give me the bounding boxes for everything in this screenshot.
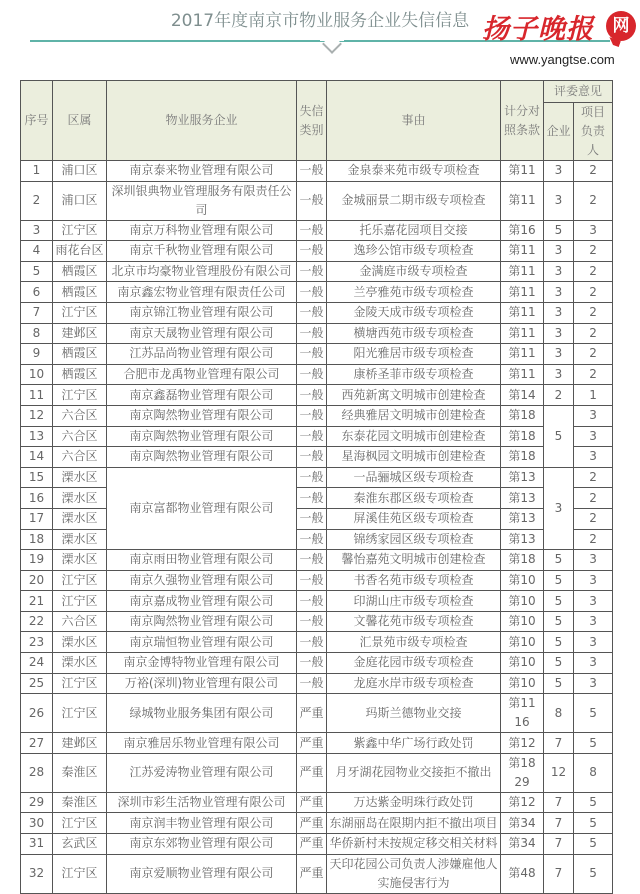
cell-seq: 18 (21, 529, 53, 550)
cell-clause: 第10 (501, 591, 544, 612)
cell-category: 一般 (297, 181, 327, 220)
table-row (21, 854, 613, 893)
cell-seq: 7 (21, 302, 53, 323)
table-row (21, 570, 613, 591)
cell-seq: 28 (21, 753, 53, 792)
cell-district: 江宁区 (53, 673, 107, 694)
cell-seq: 6 (21, 282, 53, 303)
cell-district: 栖霞区 (53, 344, 107, 365)
cell-category: 一般 (297, 550, 327, 571)
table-body (21, 161, 613, 894)
cell-seq: 14 (21, 447, 53, 468)
cell-category: 一般 (297, 673, 327, 694)
cell-seq: 5 (21, 261, 53, 282)
table-row (21, 426, 613, 447)
cell-district: 建邺区 (53, 733, 107, 754)
cell-seq: 20 (21, 570, 53, 591)
cell-clause: 第10 (501, 611, 544, 632)
cell-manager-score: 5 (574, 733, 613, 754)
cell-company: 合肥市龙禹物业管理有限公司 (107, 364, 297, 385)
cell-company-score: 5 (544, 673, 574, 694)
col-reason: 事由 (327, 81, 501, 161)
cell-manager-score: 3 (574, 405, 613, 426)
cell-reason: 天印花园公司负责人涉嫌雇他人实施侵害行为 (327, 854, 501, 893)
cell-manager-score: 3 (574, 673, 613, 694)
cell-district: 江宁区 (53, 813, 107, 834)
cell-seq: 23 (21, 632, 53, 653)
cell-reason: 星海枫园文明城市创建检查 (327, 447, 501, 468)
cell-company-score: 7 (544, 792, 574, 813)
cell-reason: 托乐嘉花园项目交接 (327, 220, 501, 241)
cell-company: 南京陶然物业管理有限公司 (107, 426, 297, 447)
cell-company-score: 7 (544, 813, 574, 834)
cell-reason: 横塘西苑市级专项检查 (327, 323, 501, 344)
cell-company: 绿城物业服务集团有限公司 (107, 694, 297, 733)
cell-category: 严重 (297, 813, 327, 834)
cell-reason: 金城丽景二期市级专项检查 (327, 181, 501, 220)
cell-company-score: 5 (544, 220, 574, 241)
cell-district: 溧水区 (53, 653, 107, 674)
cell-category: 一般 (297, 570, 327, 591)
cell-category: 一般 (297, 241, 327, 262)
cell-clause: 第11 (501, 302, 544, 323)
cell-category: 一般 (297, 220, 327, 241)
table-row (21, 694, 613, 733)
cell-manager-score: 2 (574, 529, 613, 550)
cell-seq: 12 (21, 405, 53, 426)
cell-manager-score: 2 (574, 282, 613, 303)
cell-manager-score: 3 (574, 653, 613, 674)
table-row (21, 733, 613, 754)
cell-manager-score: 5 (574, 694, 613, 733)
cell-clause: 第11 (501, 323, 544, 344)
table-row (21, 385, 613, 406)
col-seq: 序号 (21, 81, 53, 161)
cell-reason: 万达紫金明珠行政处罚 (327, 792, 501, 813)
cell-district: 江宁区 (53, 854, 107, 893)
cell-company-score: 3 (544, 344, 574, 365)
cell-company-score: 5 (544, 550, 574, 571)
cell-reason: 文馨花苑市级专项检查 (327, 611, 501, 632)
col-review-group: 评委意见 (544, 81, 613, 103)
cell-seq: 10 (21, 364, 53, 385)
cell-company-score: 3 (544, 323, 574, 344)
table-row (21, 653, 613, 674)
cell-company: 南京雅居乐物业管理有限公司 (107, 733, 297, 754)
table-row (21, 161, 613, 182)
cell-company: 南京金博特物业管理有限公司 (107, 653, 297, 674)
cell-seq: 4 (21, 241, 53, 262)
cell-clause: 第11 (501, 364, 544, 385)
cell-seq: 27 (21, 733, 53, 754)
cell-reason: 紫鑫中华广场行政处罚 (327, 733, 501, 754)
table-row (21, 364, 613, 385)
cell-category: 一般 (297, 405, 327, 426)
cell-company-score: 5 (544, 591, 574, 612)
cell-district: 雨花台区 (53, 241, 107, 262)
cell-company: 南京泰来物业管理有限公司 (107, 161, 297, 182)
col-district: 区属 (53, 81, 107, 161)
cell-seq: 15 (21, 467, 53, 488)
col-review-manager: 项目负责人 (574, 103, 613, 161)
cell-manager-score: 3 (574, 220, 613, 241)
cell-clause: 第13 (501, 467, 544, 488)
cell-district: 秦淮区 (53, 753, 107, 792)
cell-reason: 金陵天成市级专项检查 (327, 302, 501, 323)
cell-company-score: 7 (544, 733, 574, 754)
cell-manager-score: 3 (574, 570, 613, 591)
cell-clause: 第11 (501, 181, 544, 220)
cell-district: 江宁区 (53, 220, 107, 241)
cell-manager-score: 2 (574, 241, 613, 262)
cell-company-score: 5 (544, 611, 574, 632)
cell-company-score: 3 (544, 161, 574, 182)
cell-company-score: 8 (544, 694, 574, 733)
cell-clause: 第10 (501, 653, 544, 674)
cell-company-score: 7 (544, 854, 574, 893)
cell-district: 江宁区 (53, 570, 107, 591)
cell-district: 江宁区 (53, 385, 107, 406)
cell-district: 江宁区 (53, 591, 107, 612)
cell-company: 深圳银典物业管理服务有限责任公司 (107, 181, 297, 220)
logo-text: 扬子晚报 (482, 14, 594, 45)
cell-seq: 22 (21, 611, 53, 632)
table-row (21, 673, 613, 694)
cell-reason: 秦淮东郡区级专项检查 (327, 488, 501, 509)
cell-manager-score: 2 (574, 364, 613, 385)
cell-company: 南京润丰物业管理有限公司 (107, 813, 297, 834)
cell-district: 秦淮区 (53, 792, 107, 813)
cell-company-score: 7 (544, 834, 574, 855)
cell-reason: 金庭花园市级专项检查 (327, 653, 501, 674)
cell-district: 江宁区 (53, 302, 107, 323)
cell-manager-score: 3 (574, 611, 613, 632)
cell-company: 南京爱顺物业管理有限公司 (107, 854, 297, 893)
cell-district: 六合区 (53, 405, 107, 426)
cell-category: 一般 (297, 344, 327, 365)
cell-seq: 31 (21, 834, 53, 855)
cell-seq: 26 (21, 694, 53, 733)
cell-clause: 第10 (501, 570, 544, 591)
page-title: 2017年度南京市物业服务企业失信信息 (170, 11, 470, 31)
cell-category: 一般 (297, 161, 327, 182)
cell-manager-score: 5 (574, 792, 613, 813)
table-row (21, 220, 613, 241)
cell-category: 严重 (297, 834, 327, 855)
cell-company-score: 5 (544, 632, 574, 653)
cell-reason: 东湖丽岛在限期内拒不撤出项目 (327, 813, 501, 834)
cell-company: 南京千秋物业管理有限公司 (107, 241, 297, 262)
cell-reason: 金泉泰来苑市级专项检查 (327, 161, 501, 182)
cell-clause: 第18 (501, 405, 544, 426)
cell-seq: 21 (21, 591, 53, 612)
cell-district: 玄武区 (53, 834, 107, 855)
table-row (21, 632, 613, 653)
cell-manager-score: 8 (574, 753, 613, 792)
cell-company-score: 5 (544, 405, 574, 467)
cell-company-score: 12 (544, 753, 574, 792)
table-row (21, 591, 613, 612)
cell-reason: 一品骊城区级专项检查 (327, 467, 501, 488)
cell-manager-score: 2 (574, 181, 613, 220)
cell-district: 溧水区 (53, 529, 107, 550)
cell-company: 江苏爱涛物业管理有限公司 (107, 753, 297, 792)
cell-category: 一般 (297, 426, 327, 447)
table-row (21, 467, 613, 488)
cell-clause: 第34 (501, 813, 544, 834)
cell-clause: 第13 (501, 508, 544, 529)
cell-category: 一般 (297, 611, 327, 632)
cell-clause: 第13 (501, 488, 544, 509)
credit-table (20, 80, 613, 894)
cell-reason: 华侨新村未按规定移交相关材料 (327, 834, 501, 855)
col-category: 失信类别 (297, 81, 327, 161)
cell-reason: 兰亭雅苑市级专项检查 (327, 282, 501, 303)
cell-company-score: 3 (544, 241, 574, 262)
cell-manager-score: 2 (574, 261, 613, 282)
cell-district: 溧水区 (53, 467, 107, 488)
cell-company: 深圳市彩生活物业管理有限公司 (107, 792, 297, 813)
cell-clause: 第18 29 (501, 753, 544, 792)
table-row (21, 302, 613, 323)
cell-clause: 第11 (501, 261, 544, 282)
cell-manager-score: 1 (574, 385, 613, 406)
cell-clause: 第16 (501, 220, 544, 241)
logo-url: www.yangtse.com (510, 52, 615, 67)
cell-company: 南京陶然物业管理有限公司 (107, 405, 297, 426)
cell-seq: 30 (21, 813, 53, 834)
cell-manager-score: 5 (574, 834, 613, 855)
cell-category: 一般 (297, 364, 327, 385)
cell-seq: 16 (21, 488, 53, 509)
cell-manager-score: 5 (574, 813, 613, 834)
col-review-company: 企业 (544, 103, 574, 161)
cell-manager-score: 2 (574, 467, 613, 488)
cell-category: 一般 (297, 282, 327, 303)
cell-clause: 第11 (501, 282, 544, 303)
cell-company: 南京鑫宏物业管理有限责任公司 (107, 282, 297, 303)
cell-reason: 逸珍公馆市级专项检查 (327, 241, 501, 262)
cell-district: 栖霞区 (53, 364, 107, 385)
cell-company-score: 2 (544, 385, 574, 406)
cell-seq: 8 (21, 323, 53, 344)
cell-clause: 第11 (501, 241, 544, 262)
cell-manager-score: 5 (574, 854, 613, 893)
cell-seq: 13 (21, 426, 53, 447)
table-row (21, 550, 613, 571)
cell-seq: 24 (21, 653, 53, 674)
cell-seq: 32 (21, 854, 53, 893)
cell-district: 六合区 (53, 447, 107, 468)
cell-clause: 第18 (501, 426, 544, 447)
cell-reason: 玛斯兰德物业交接 (327, 694, 501, 733)
cell-company-score: 5 (544, 653, 574, 674)
cell-district: 溧水区 (53, 550, 107, 571)
cell-company: 南京天晟物业管理有限公司 (107, 323, 297, 344)
table-row (21, 181, 613, 220)
cell-category: 严重 (297, 792, 327, 813)
table-row (21, 753, 613, 792)
table-row (21, 282, 613, 303)
cell-reason: 龙庭水岸市级专项检查 (327, 673, 501, 694)
cell-category: 严重 (297, 854, 327, 893)
cell-clause: 第34 (501, 834, 544, 855)
cell-company-score: 3 (544, 302, 574, 323)
cell-district: 建邺区 (53, 323, 107, 344)
cell-company-score: 3 (544, 364, 574, 385)
cell-reason: 阳光雅居市级专项检查 (327, 344, 501, 365)
cell-manager-score: 2 (574, 323, 613, 344)
cell-reason: 经典雅居文明城市创建检查 (327, 405, 501, 426)
cell-reason: 馨怡嘉苑文明城市创建检查 (327, 550, 501, 571)
cell-seq: 29 (21, 792, 53, 813)
cell-district: 浦口区 (53, 181, 107, 220)
cell-clause: 第14 (501, 385, 544, 406)
cell-category: 一般 (297, 261, 327, 282)
cell-seq: 19 (21, 550, 53, 571)
cell-company: 江苏品尚物业管理有限公司 (107, 344, 297, 365)
title-rule-notch-mask (320, 34, 344, 41)
cell-manager-score: 3 (574, 550, 613, 571)
cell-manager-score: 2 (574, 302, 613, 323)
cell-company: 南京东郊物业管理有限公司 (107, 834, 297, 855)
cell-manager-score: 2 (574, 508, 613, 529)
cell-district: 六合区 (53, 426, 107, 447)
cell-category: 一般 (297, 632, 327, 653)
cell-category: 一般 (297, 529, 327, 550)
col-company: 物业服务企业 (107, 81, 297, 161)
cell-district: 栖霞区 (53, 282, 107, 303)
cell-manager-score: 2 (574, 161, 613, 182)
cell-clause: 第13 (501, 529, 544, 550)
cell-category: 一般 (297, 488, 327, 509)
cell-category: 严重 (297, 753, 327, 792)
cell-reason: 月牙湖花园物业交接拒不撤出 (327, 753, 501, 792)
cell-manager-score: 3 (574, 632, 613, 653)
cell-clause: 第10 (501, 673, 544, 694)
cell-seq: 1 (21, 161, 53, 182)
table-row (21, 447, 613, 468)
cell-reason: 金满庭市级专项检查 (327, 261, 501, 282)
table-row (21, 344, 613, 365)
cell-reason: 康桥圣菲市级专项检查 (327, 364, 501, 385)
cell-company-score: 3 (544, 261, 574, 282)
cell-company: 南京鑫磊物业管理有限公司 (107, 385, 297, 406)
cell-company: 南京嘉成物业管理有限公司 (107, 591, 297, 612)
table-row (21, 323, 613, 344)
cell-district: 栖霞区 (53, 261, 107, 282)
cell-company-score: 3 (544, 181, 574, 220)
cell-category: 一般 (297, 302, 327, 323)
cell-category: 一般 (297, 508, 327, 529)
table-row (21, 834, 613, 855)
cell-category: 一般 (297, 447, 327, 468)
cell-seq: 3 (21, 220, 53, 241)
col-clause: 计分对照条款 (501, 81, 544, 161)
cell-company: 南京陶然物业管理有限公司 (107, 611, 297, 632)
table-row (21, 813, 613, 834)
cell-reason: 锦绣家园区级专项检查 (327, 529, 501, 550)
cell-reason: 印湖山庄市级专项检查 (327, 591, 501, 612)
cell-district: 浦口区 (53, 161, 107, 182)
cell-clause: 第11 16 (501, 694, 544, 733)
cell-company-score: 3 (544, 467, 574, 549)
cell-company: 南京雨田物业管理有限公司 (107, 550, 297, 571)
cell-district: 溧水区 (53, 488, 107, 509)
cell-seq: 17 (21, 508, 53, 529)
cell-category: 一般 (297, 467, 327, 488)
cell-company: 南京久强物业管理有限公司 (107, 570, 297, 591)
cell-reason: 屏溪佳苑区级专项检查 (327, 508, 501, 529)
cell-seq: 11 (21, 385, 53, 406)
cell-manager-score: 2 (574, 344, 613, 365)
cell-category: 一般 (297, 323, 327, 344)
cell-reason: 书香名苑市级专项检查 (327, 570, 501, 591)
cell-company: 北京市均豪物业管理股份有限公司 (107, 261, 297, 282)
table-row (21, 611, 613, 632)
cell-company: 南京瑞恒物业管理有限公司 (107, 632, 297, 653)
cell-manager-score: 3 (574, 447, 613, 468)
table-row (21, 261, 613, 282)
cell-clause: 第11 (501, 344, 544, 365)
cell-district: 江宁区 (53, 694, 107, 733)
cell-category: 严重 (297, 733, 327, 754)
cell-district: 溧水区 (53, 508, 107, 529)
cell-reason: 东泰花园文明城市创建检查 (327, 426, 501, 447)
cell-seq: 9 (21, 344, 53, 365)
table-row (21, 792, 613, 813)
cell-company: 南京富都物业管理有限公司 (107, 467, 297, 549)
cell-company-score: 3 (544, 282, 574, 303)
cell-category: 严重 (297, 694, 327, 733)
cell-clause: 第12 (501, 733, 544, 754)
cell-company: 万裕(深圳)物业管理有限公司 (107, 673, 297, 694)
cell-manager-score: 3 (574, 591, 613, 612)
cell-category: 一般 (297, 591, 327, 612)
cell-clause: 第18 (501, 550, 544, 571)
cell-company: 南京万科物业管理有限公司 (107, 220, 297, 241)
cell-manager-score: 3 (574, 426, 613, 447)
cell-category: 一般 (297, 385, 327, 406)
cell-reason: 西苑新寓文明城市创建检查 (327, 385, 501, 406)
yangtse-logo (480, 5, 640, 75)
cell-clause: 第11 (501, 161, 544, 182)
cell-clause: 第48 (501, 854, 544, 893)
cell-clause: 第12 (501, 792, 544, 813)
cell-company: 南京陶然物业管理有限公司 (107, 447, 297, 468)
cell-reason: 汇景苑市级专项检查 (327, 632, 501, 653)
cell-manager-score: 2 (574, 488, 613, 509)
logo-badge-icon: 网 (606, 11, 636, 41)
cell-company: 南京锦江物业管理有限公司 (107, 302, 297, 323)
table-row (21, 241, 613, 262)
cell-seq: 25 (21, 673, 53, 694)
cell-clause: 第18 (501, 447, 544, 468)
cell-company-score: 5 (544, 570, 574, 591)
cell-clause: 第10 (501, 632, 544, 653)
cell-seq: 2 (21, 181, 53, 220)
table-row (21, 405, 613, 426)
cell-district: 六合区 (53, 611, 107, 632)
cell-category: 一般 (297, 653, 327, 674)
cell-district: 溧水区 (53, 632, 107, 653)
